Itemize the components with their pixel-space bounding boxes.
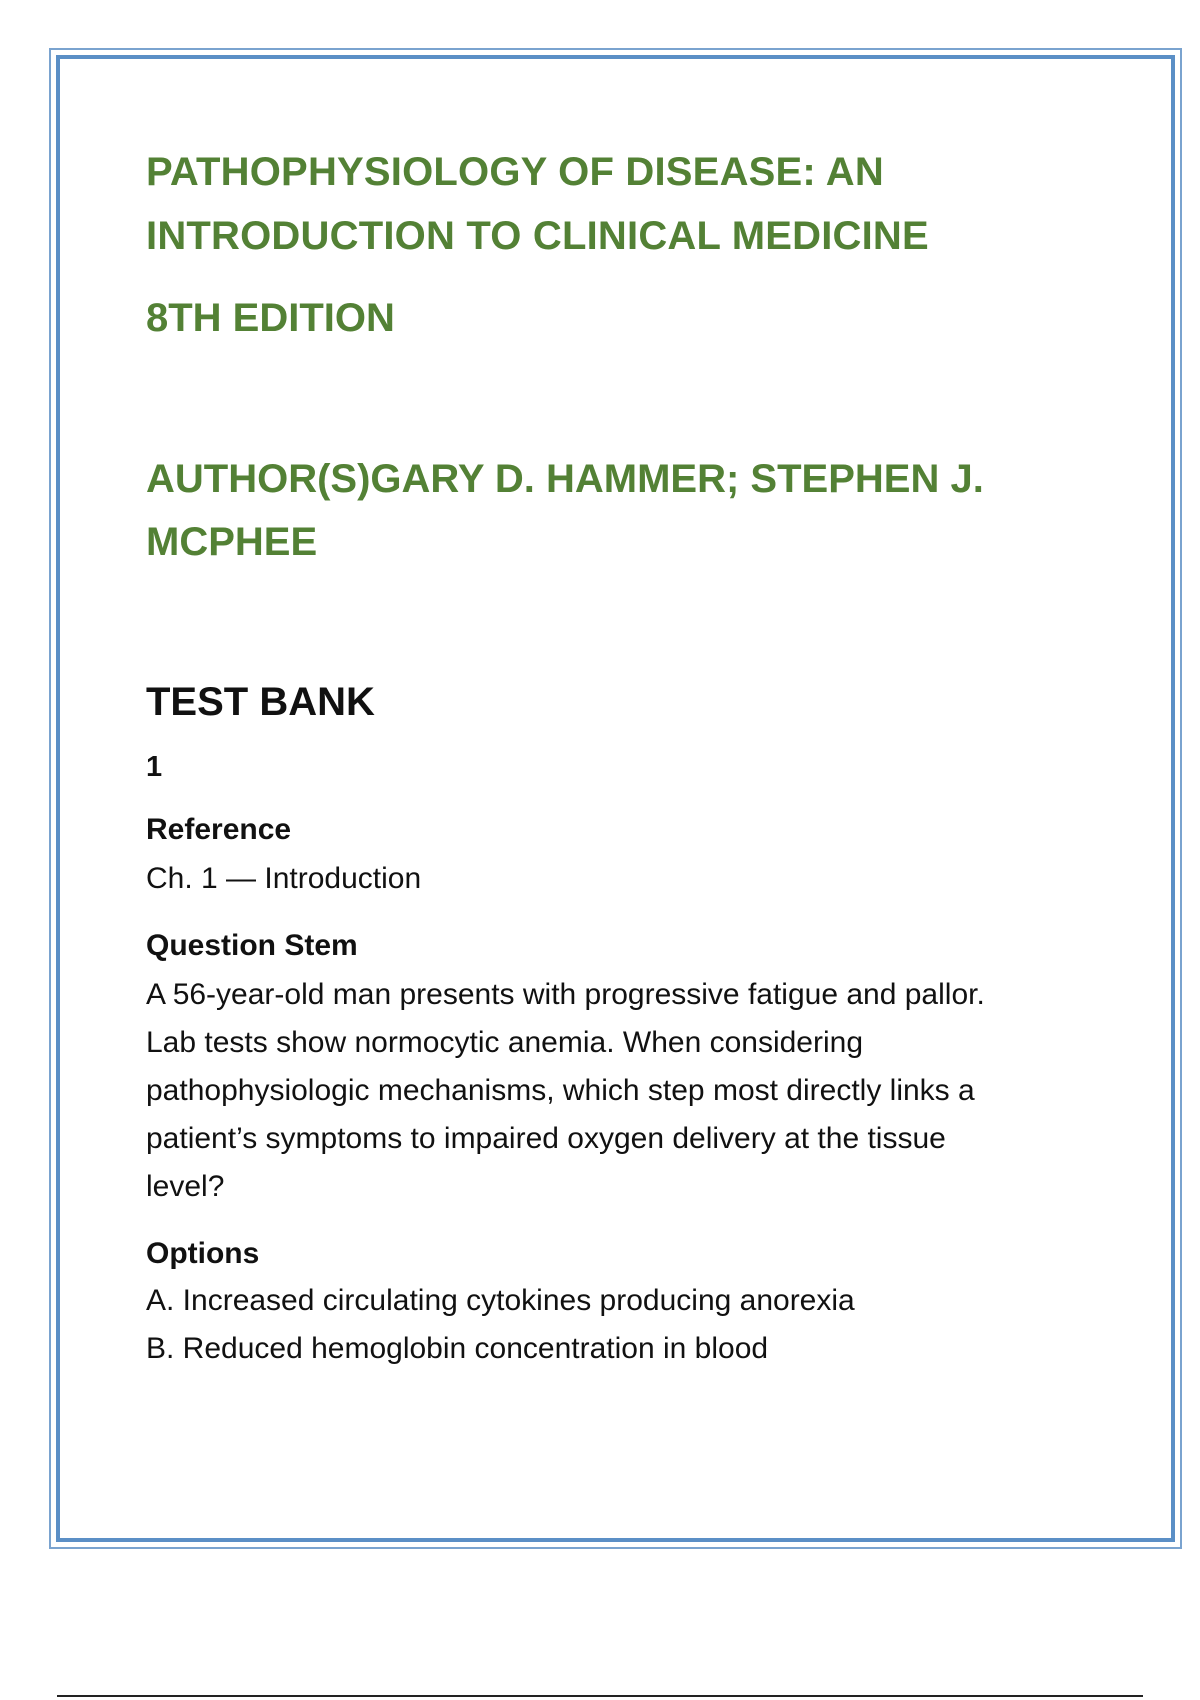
question-stem-line: pathophysiologic mechanisms, which step most directly links a [146, 1074, 975, 1107]
options-list [146, 1277, 1106, 1373]
book-title-line-2: INTRODUCTION TO CLINICAL MEDICINE [146, 214, 929, 258]
book-authors [146, 448, 1106, 574]
question-number: 1 [146, 751, 163, 783]
question-stem-line: Lab tests show normocytic anemia. When considering [146, 1026, 864, 1059]
section-heading: TEST BANK [146, 680, 375, 724]
question-stem-text [146, 971, 1106, 1211]
reference-text: Ch. 1 — Introduction [146, 862, 422, 895]
option-b: B. Reduced hemoglobin concentration in blood [146, 1332, 769, 1365]
question-stem-label: Question Stem [146, 929, 358, 962]
question-stem-line: A 56-year-old man presents with progressive fatigue and pallor. [146, 978, 985, 1011]
book-title [146, 140, 1106, 268]
book-edition: 8TH EDITION [146, 296, 395, 340]
page-bottom-rule [57, 1695, 1143, 1697]
options-label: Options [146, 1237, 260, 1270]
option-a: A. Increased circulating cytokines producing anorexia [146, 1284, 855, 1317]
question-stem-line: patient’s symptoms to impaired oxygen delivery at the tissue [146, 1122, 946, 1155]
reference-label: Reference [146, 813, 292, 846]
page-content [146, 140, 1106, 1373]
question-stem-line: level? [146, 1170, 225, 1203]
book-authors-line-2: MCPHEE [146, 520, 318, 564]
book-authors-line-1: AUTHOR(S)GARY D. HAMMER; STEPHEN J. [146, 457, 984, 501]
book-title-line-1: PATHOPHYSIOLOGY OF DISEASE: AN [146, 150, 884, 194]
